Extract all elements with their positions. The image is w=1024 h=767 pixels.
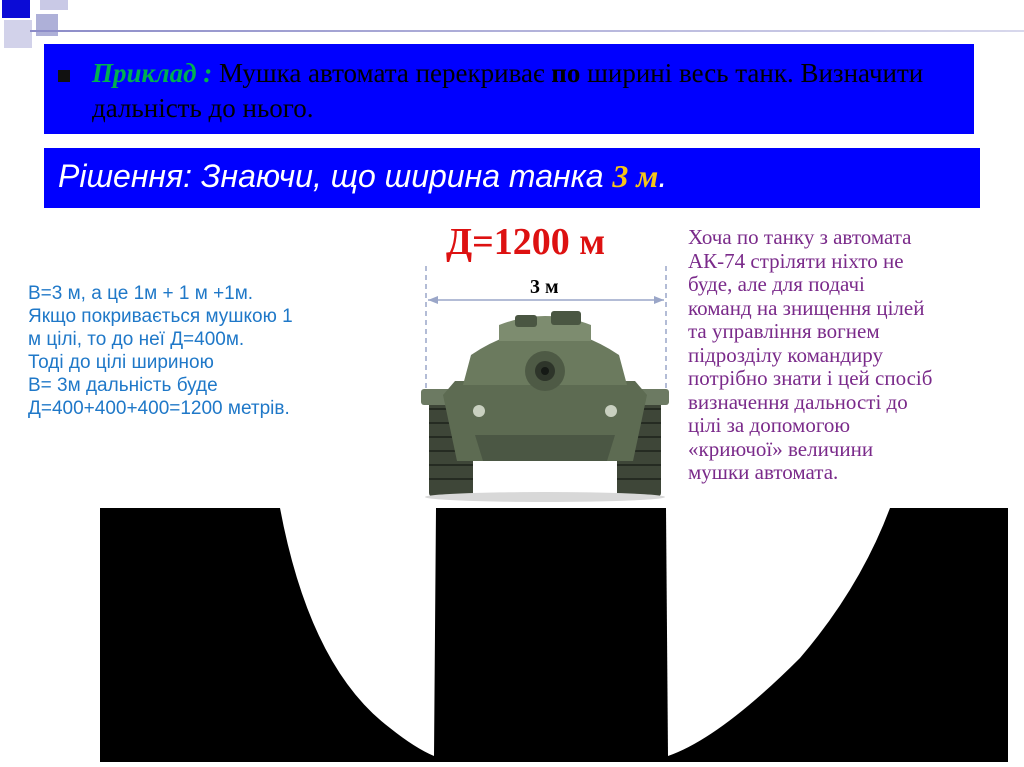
tank-width-label: 3 м (530, 276, 559, 298)
corner-decoration (40, 0, 68, 10)
example-box (44, 44, 974, 134)
corner-decoration (4, 20, 32, 48)
example-text-bold: по (551, 58, 581, 88)
bullet-icon (58, 70, 70, 82)
left-line: Д=400+400+400=1200 метрів. (28, 398, 290, 419)
corner-decoration (36, 14, 58, 36)
right-line: потрібно знати і цей спосіб (688, 366, 933, 390)
example-text-part2: ширині весь танк. Визначити дальність до нього. (92, 58, 924, 123)
gun-sight-image (100, 508, 1008, 762)
right-line: буде, але для подачі (688, 272, 865, 296)
left-explanation (28, 282, 388, 420)
tank-image (415, 285, 675, 503)
right-line: команд на знищення цілей (688, 295, 925, 320)
solution-main: Рішення: Знаючи, що ширина танка (58, 158, 613, 194)
left-line: В= 3м дальність буде (28, 375, 218, 396)
solution-highlight: 3 м (612, 158, 659, 194)
top-divider (30, 30, 1024, 32)
right-line: визначення дальності до (688, 389, 908, 414)
right-line: підрозділу командиру (688, 342, 884, 367)
right-explanation (688, 226, 1008, 485)
right-line: «криючої» величини (688, 436, 874, 461)
left-line: Якщо покривається мушкою 1 (28, 306, 293, 327)
right-line: АК-74 стріляти ніхто не (688, 248, 904, 273)
solution-text (58, 158, 667, 195)
solution-end: . (658, 158, 668, 194)
corner-decoration (2, 0, 30, 18)
right-line: мушки автомата. (688, 460, 839, 484)
left-line: Тоді до цілі шириною (28, 352, 214, 373)
left-line: м цілі, то до неї Д=400м. (28, 329, 245, 350)
right-line: цілі за допомогою (688, 413, 851, 437)
solution-box (44, 148, 980, 208)
right-line: та управління вогнем (688, 319, 880, 343)
example-text-part1: Мушка автомата перекриває (212, 58, 552, 88)
left-line: В=3 м, а це 1м + 1 м +1м. (28, 283, 254, 304)
distance-title: Д=1200 м (446, 221, 606, 263)
right-line: Хоча по танку з автомата (688, 225, 912, 249)
example-label: Приклад : (92, 58, 213, 88)
example-text (92, 56, 952, 126)
